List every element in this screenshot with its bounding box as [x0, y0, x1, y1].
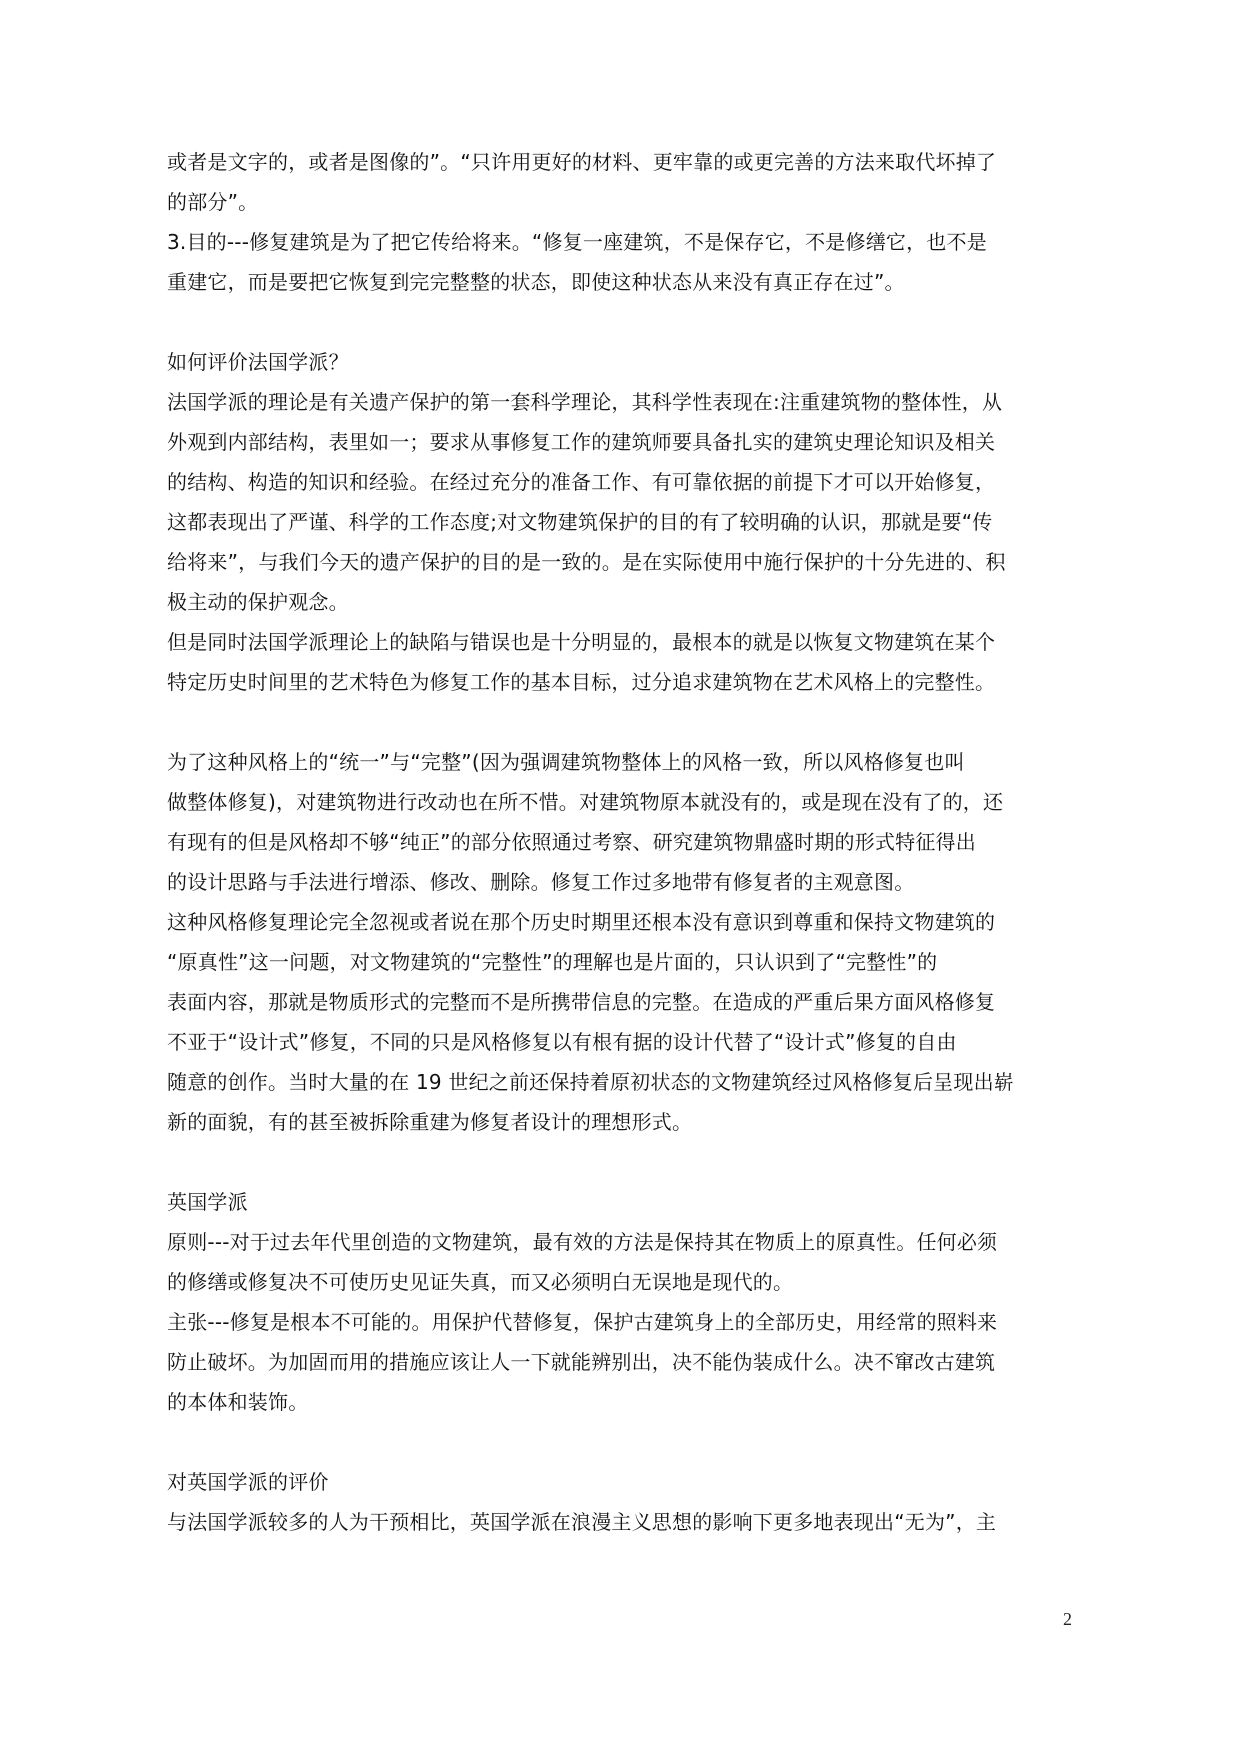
text-line: 极主动的保护观念。 [167, 590, 349, 614]
text-line: 但是同时法国学派理论上的缺陷与错误也是十分明显的，最根本的就是以恢复文物建筑在某个 [167, 630, 996, 654]
text-line: 3.目的---修复建筑是为了把它传给将来。“修复一座建筑，不是保存它，不是修缮它，也不是 [167, 230, 987, 254]
paragraph-gap [167, 702, 1077, 742]
section-heading: 英国学派 [167, 1190, 248, 1214]
text-line: 特定历史时间里的艺术特色为修复工作的基本目标，过分追求建筑物在艺术风格上的完整性。 [167, 670, 996, 694]
text-line: 重建它，而是要把它恢复到完完整整的状态，即使这种状态从来没有真正存在过”。 [167, 270, 905, 294]
text-line: 为了这种风格上的“统一”与“完整”(因为强调建筑物整体上的风格一致，所以风格修复也叫 [167, 750, 965, 774]
text-line: 这都表现出了严谨、科学的工作态度;对文物建筑保护的目的有了较明确的认识，那就是要“传 [167, 510, 993, 534]
text-line: 或者是文字的，或者是图像的”。“只许用更好的材料、更牢靠的或更完善的方法来取代坏掉了 [167, 150, 997, 174]
paragraph-gap [167, 1142, 1077, 1182]
text-line: 随意的创作。当时大量的在 19 世纪之前还保持着原初状态的文物建筑经过风格修复后呈现出崭 [167, 1070, 1014, 1094]
section-heading: 如何评价法国学派？ [167, 350, 349, 374]
text-line: 做整体修复)，对建筑物进行改动也在所不惜。对建筑物原本就没有的，或是现在没有了的，还 [167, 790, 1004, 814]
text-line: 的设计思路与手法进行增添、修改、删除。修复工作过多地带有修复者的主观意图。 [167, 870, 915, 894]
text-line: 法国学派的理论是有关遗产保护的第一套科学理论，其科学性表现在:注重建筑物的整体性，从 [167, 390, 1003, 414]
text-line: 原则---对于过去年代里创造的文物建筑，最有效的方法是保持其在物质上的原真性。任何必须 [167, 1230, 998, 1254]
document-body [167, 142, 1077, 1542]
section-heading: 对英国学派的评价 [167, 1470, 329, 1494]
text-line: 这种风格修复理论完全忽视或者说在那个历史时期里还根本没有意识到尊重和保持文物建筑的 [167, 910, 996, 934]
text-line: 外观到内部结构，表里如一；要求从事修复工作的建筑师要具备扎实的建筑史理论知识及相关 [167, 430, 996, 454]
text-line: 给将来”，与我们今天的遗产保护的目的是一致的。是在实际使用中施行保护的十分先进的、积 [167, 550, 1006, 574]
text-line: 主张---修复是根本不可能的。用保护代替修复，保护古建筑身上的全部历史，用经常的照料来 [167, 1310, 998, 1334]
text-line: 的部分”。 [167, 190, 259, 214]
text-line: 新的面貌，有的甚至被拆除重建为修复者设计的理想形式。 [167, 1110, 693, 1134]
text-line: 的结构、构造的知识和经验。在经过充分的准备工作、有可靠依据的前提下才可以开始修复， [167, 470, 996, 494]
text-line: 有现有的但是风格却不够“纯正”的部分依照通过考察、研究建筑物鼎盛时期的形式特征得出 [167, 830, 976, 854]
text-line: 防止破坏。为加固而用的措施应该让人一下就能辨别出，决不能伪装成什么。决不窜改古建筑 [167, 1350, 996, 1374]
paragraph-gap [167, 1422, 1077, 1462]
text-line: 的本体和装饰。 [167, 1390, 309, 1414]
text-line: 的修缮或修复决不可使历史见证失真，而又必须明白无误地是现代的。 [167, 1270, 794, 1294]
text-line: “原真性”这一问题，对文物建筑的“完整性”的理解也是片面的，只认识到了“完整性”的 [167, 950, 938, 974]
page-number: 2 [1063, 1609, 1072, 1629]
paragraph-gap [167, 302, 1077, 342]
text-line: 不亚于“设计式”修复，不同的只是风格修复以有根有据的设计代替了“设计式”修复的自由 [167, 1030, 957, 1054]
text-line: 表面内容，那就是物质形式的完整而不是所携带信息的完整。在造成的严重后果方面风格修复 [167, 990, 996, 1014]
text-line: 与法国学派较多的人为干预相比，英国学派在浪漫主义思想的影响下更多地表现出“无为”，主 [167, 1510, 997, 1534]
